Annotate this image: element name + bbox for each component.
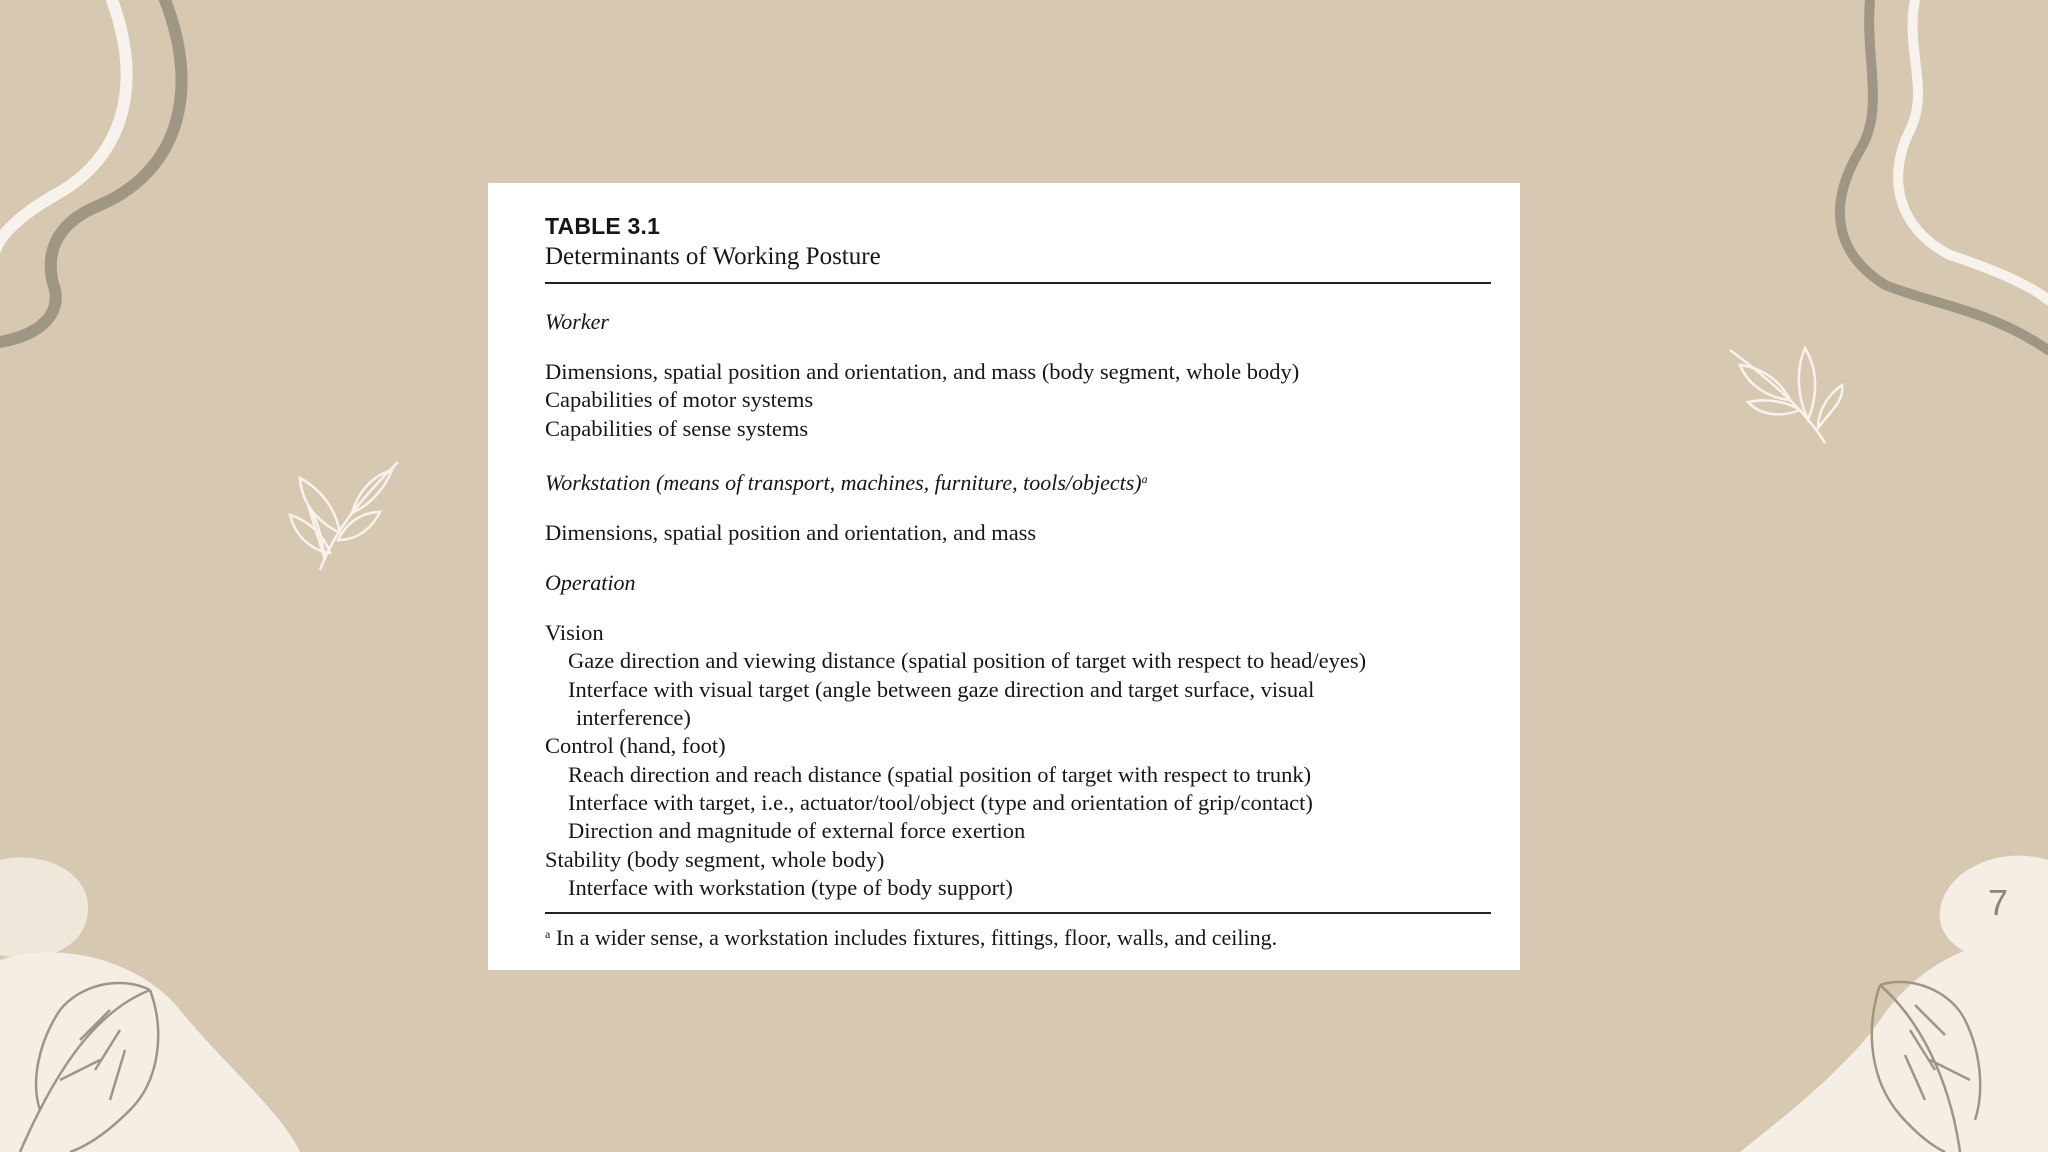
blob-shape bbox=[0, 857, 300, 1152]
divider-top bbox=[545, 282, 1491, 284]
table-line: Control (hand, foot) bbox=[545, 733, 726, 759]
section-heading: Operation bbox=[545, 570, 636, 596]
section-heading: Worker bbox=[545, 309, 609, 334]
table-line: interference) bbox=[576, 705, 691, 731]
table-title: Determinants of Working Posture bbox=[545, 243, 881, 270]
divider-bottom bbox=[545, 912, 1491, 914]
table-card bbox=[488, 183, 1520, 970]
table-line: Interface with workstation (type of body support) bbox=[568, 874, 1013, 900]
section-lines bbox=[545, 619, 1491, 902]
table-line: Interface with target, i.e., actuator/tool/object (type and orientation of grip/contact) bbox=[568, 789, 1313, 815]
section-heading: Workstation (means of transport, machines, furniture, tools/objects) bbox=[545, 469, 1142, 495]
squiggle-line-icon bbox=[0, 0, 182, 342]
table-line: Vision bbox=[545, 620, 604, 646]
section-operation bbox=[545, 569, 1491, 902]
section-workstation bbox=[545, 465, 1491, 547]
section-heading-row bbox=[545, 465, 1491, 497]
table-line: Direction and magnitude of external force exertion bbox=[568, 818, 1026, 844]
table-line: Dimensions, spatial position and orientation, and mass (body segment, whole body) bbox=[545, 359, 1300, 384]
footnote-marker: a bbox=[1141, 471, 1148, 486]
table-line: Capabilities of motor systems bbox=[545, 387, 814, 413]
footnote-marker: a bbox=[545, 927, 551, 942]
table-number: TABLE 3.1 bbox=[545, 213, 661, 239]
section-lines bbox=[545, 519, 1491, 547]
table-footnote bbox=[545, 920, 1491, 952]
table-line: Stability (body segment, whole body) bbox=[545, 846, 885, 872]
leaf-sprig-icon bbox=[290, 462, 398, 570]
table-line: Reach direction and reach distance (spatial position of target with respect to trunk) bbox=[568, 761, 1312, 787]
table-line: Gaze direction and viewing distance (spatial position of target with respect to head/eyes) bbox=[568, 648, 1367, 674]
squiggle-line-icon bbox=[1840, 0, 2048, 350]
table-line: Capabilities of sense systems bbox=[545, 415, 809, 441]
footnote-text: In a wider sense, a workstation includes fixtures, fittings, floor, walls, and ceiling. bbox=[550, 925, 1278, 951]
table-line: Dimensions, spatial position and orientation, and mass bbox=[545, 519, 1037, 545]
page-number: 7 bbox=[1987, 882, 2009, 923]
section-lines bbox=[545, 358, 1491, 443]
section-worker bbox=[545, 308, 1491, 443]
leaf-sprig-icon bbox=[1730, 348, 1842, 443]
table-line: Interface with visual target (angle between gaze direction and target surface, visual bbox=[568, 676, 1315, 702]
